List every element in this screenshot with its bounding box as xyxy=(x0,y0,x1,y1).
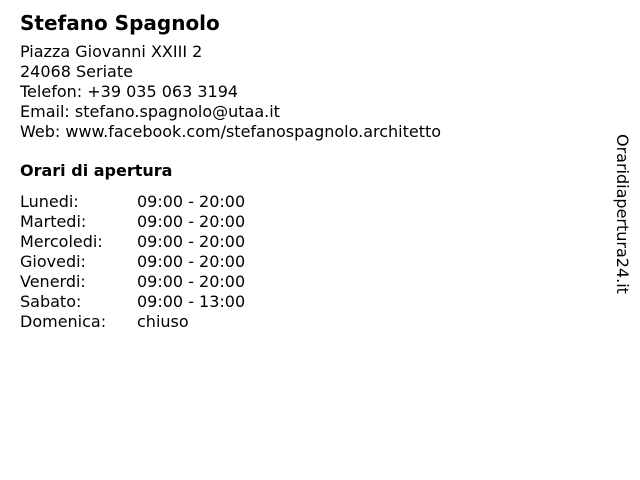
site-watermark xyxy=(610,134,634,310)
hours-time: 09:00 - 20:00 xyxy=(137,192,246,211)
hours-day: Giovedi: xyxy=(20,252,86,271)
business-name: Stefano Spagnolo xyxy=(20,11,220,35)
hours-time: chiuso xyxy=(137,312,189,331)
email-line: Email: stefano.spagnolo@utaa.it xyxy=(20,102,280,121)
hours-day: Mercoledi: xyxy=(20,232,103,251)
address-street: Piazza Giovanni XXIII 2 xyxy=(20,42,203,61)
hours-row xyxy=(20,252,600,272)
hours-row xyxy=(20,272,600,292)
hours-time: 09:00 - 13:00 xyxy=(137,292,246,311)
opening-hours-title: Orari di apertura xyxy=(20,161,173,180)
hours-day: Domenica: xyxy=(20,312,107,331)
hours-day: Sabato: xyxy=(20,292,82,311)
hours-day: Lunedi: xyxy=(20,192,79,211)
opening-hours-table xyxy=(20,192,600,332)
hours-row xyxy=(20,292,600,312)
phone-line: Telefon: +39 035 063 3194 xyxy=(20,82,239,101)
hours-row xyxy=(20,232,600,252)
business-card xyxy=(20,10,600,332)
hours-row xyxy=(20,312,600,332)
hours-day: Venerdi: xyxy=(20,272,86,291)
hours-row xyxy=(20,212,600,232)
hours-time: 09:00 - 20:00 xyxy=(137,212,246,231)
site-watermark-text: Oraridiapertura24.it xyxy=(613,134,632,294)
hours-time: 09:00 - 20:00 xyxy=(137,232,246,251)
hours-time: 09:00 - 20:00 xyxy=(137,252,246,271)
hours-day: Martedi: xyxy=(20,212,87,231)
address-city: 24068 Seriate xyxy=(20,62,133,81)
hours-time: 09:00 - 20:00 xyxy=(137,272,246,291)
hours-row xyxy=(20,192,600,212)
web-line: Web: www.facebook.com/stefanospagnolo.architetto xyxy=(20,122,442,141)
